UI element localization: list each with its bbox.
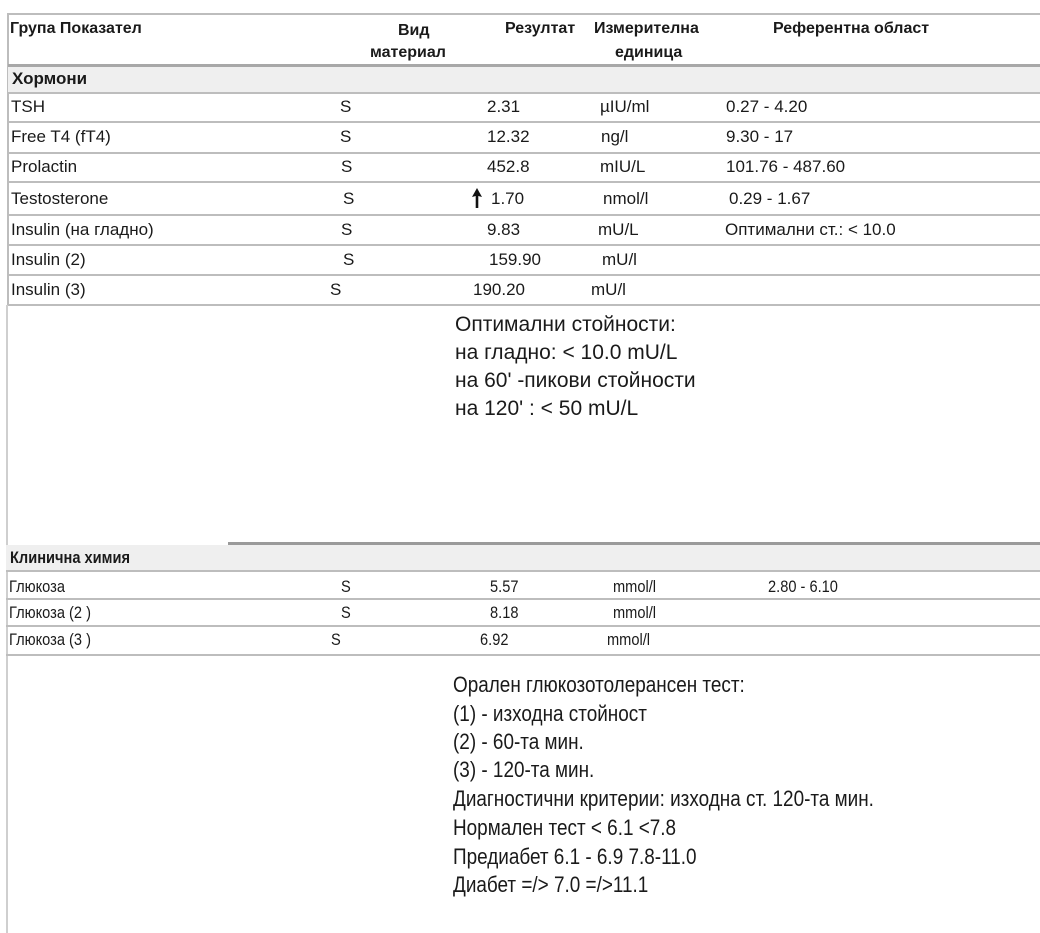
- row-reference: 9.30 - 17: [726, 127, 794, 146]
- row-reference: 2.80 - 6.10: [768, 577, 838, 596]
- row-material: S: [341, 220, 353, 239]
- row-name: Testosterone: [11, 189, 109, 208]
- row-material: S: [343, 189, 355, 208]
- table-top-border: [8, 13, 1040, 15]
- divider: [6, 654, 1040, 656]
- header-material-2: материал: [370, 44, 446, 61]
- divider: [6, 598, 1040, 600]
- row-material: S: [331, 630, 341, 649]
- header-result: Резултат: [505, 20, 576, 37]
- row-result: 190.20: [473, 280, 525, 299]
- row-result: 12.32: [487, 127, 530, 146]
- row-material: S: [341, 603, 351, 622]
- row-reference: Оптимални ст.: < 10.0: [725, 220, 896, 239]
- row-material: S: [341, 157, 353, 176]
- row-name: Глюкоза (2 ): [9, 603, 91, 622]
- note-line: Оптимални стойности:: [455, 313, 676, 336]
- note-line: Диагностични критерии: изходна ст. 120-та мин.: [453, 786, 874, 811]
- row-unit: mmol/l: [613, 577, 657, 596]
- row-unit: mmol/l: [613, 603, 657, 622]
- header-group: Група Показател: [10, 20, 142, 37]
- divider: [6, 625, 1040, 627]
- row-unit: mIU/L: [600, 157, 646, 176]
- row-result: 5.57: [490, 577, 519, 596]
- row-name: Глюкоза: [9, 577, 65, 596]
- section-title: Хормони: [12, 69, 88, 88]
- divider: [8, 274, 1040, 276]
- row-material: S: [341, 577, 351, 596]
- header-unit-2: единица: [615, 44, 683, 61]
- table-left-border-lower: [6, 305, 8, 933]
- row-reference: 0.27 - 4.20: [726, 97, 808, 116]
- divider: [8, 304, 1040, 306]
- divider: [8, 92, 1040, 94]
- note-line: (3) - 120-та мин.: [453, 757, 595, 782]
- note-line: на 60' -пикови стойности: [455, 369, 696, 392]
- row-unit: mU/l: [602, 250, 637, 269]
- note-line: Орален глюкозотолерансен тест:: [453, 672, 745, 697]
- row-name: Insulin (2): [11, 250, 86, 269]
- note-line: (1) - изходна стойност: [453, 701, 647, 726]
- divider: [8, 214, 1040, 216]
- header-material-1: Вид: [398, 22, 430, 39]
- arrow-up-icon: [472, 188, 482, 213]
- table-left-border: [7, 13, 9, 305]
- row-name: TSH: [11, 97, 45, 116]
- row-reference: 101.76 - 487.60: [726, 157, 846, 176]
- row-material: S: [330, 280, 342, 299]
- row-material: S: [340, 97, 352, 116]
- header-reference: Референтна област: [773, 20, 930, 37]
- note-line: Нормален тест < 6.1 <7.8: [453, 815, 677, 840]
- section-title: Клинична химия: [10, 548, 130, 567]
- row-unit: mmol/l: [607, 630, 651, 649]
- divider: [8, 181, 1040, 183]
- note-line: Предиабет 6.1 - 6.9 7.8-11.0: [453, 844, 697, 869]
- row-material: S: [340, 127, 352, 146]
- row-result: 452.8: [487, 157, 530, 176]
- note-line: на 120' : < 50 mU/L: [455, 397, 639, 420]
- row-result: 6.92: [480, 630, 509, 649]
- row-unit: µIU/ml: [600, 97, 650, 116]
- row-name: Free T4 (fT4): [11, 127, 111, 146]
- row-name: Insulin (на гладно): [11, 220, 154, 239]
- row-reference: 0.29 - 1.67: [729, 189, 811, 208]
- row-unit: mU/l: [591, 280, 626, 299]
- divider: [8, 244, 1040, 246]
- row-material: S: [343, 250, 355, 269]
- row-unit: ng/l: [601, 127, 629, 146]
- row-name: Глюкоза (3 ): [9, 630, 91, 649]
- row-name: Insulin (3): [11, 280, 86, 299]
- row-result: 159.90: [489, 250, 541, 269]
- note-line: (2) - 60-та мин.: [453, 729, 584, 754]
- divider: [6, 570, 1040, 572]
- row-result: 1.70: [491, 189, 525, 208]
- row-result: 2.31: [487, 97, 521, 116]
- row-result: 8.18: [490, 603, 519, 622]
- section-clinical-chemistry: [6, 545, 1040, 570]
- row-unit: mU/L: [598, 220, 639, 239]
- divider: [8, 121, 1040, 123]
- header-unit-1: Измерителна: [594, 20, 699, 37]
- note-line: на гладно: < 10.0 mU/L: [455, 341, 678, 364]
- row-result: 9.83: [487, 220, 521, 239]
- divider: [8, 152, 1040, 154]
- note-line: Диабет =/> 7.0 =/>11.1: [453, 872, 649, 897]
- row-unit: nmol/l: [603, 189, 649, 208]
- section-hormones: [8, 67, 1040, 92]
- row-name: Prolactin: [11, 157, 78, 176]
